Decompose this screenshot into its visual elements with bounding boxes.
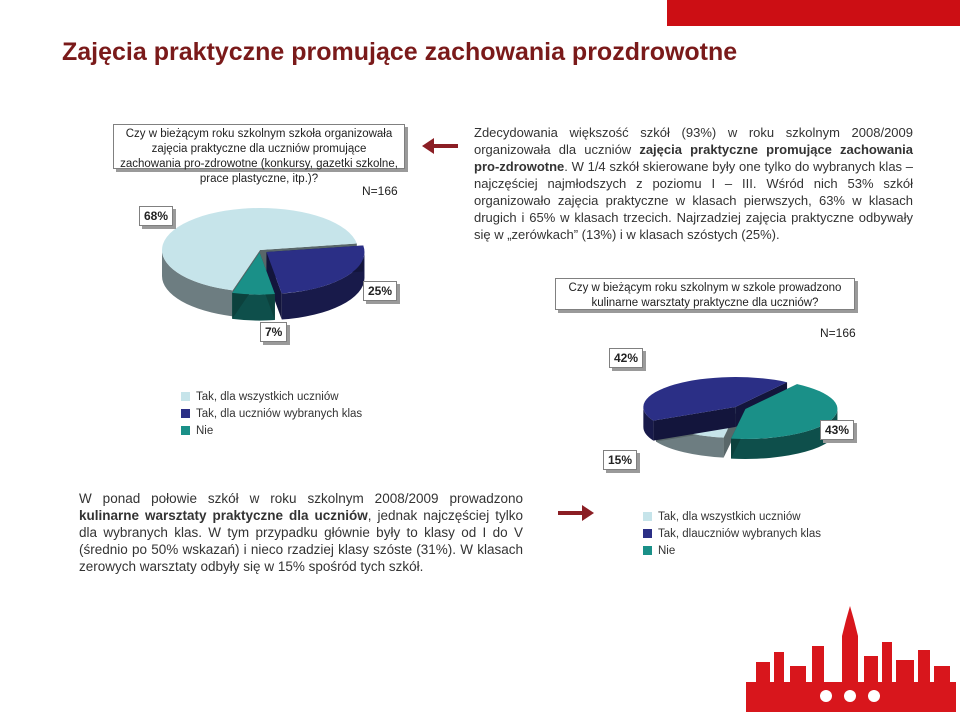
legend1-label-all: Tak, dla wszystkich uczniów bbox=[196, 390, 339, 403]
chart2-n-label: N=166 bbox=[820, 326, 856, 340]
legend1-label-no: Nie bbox=[196, 424, 214, 437]
legend-chart1 bbox=[181, 388, 362, 439]
chart2-label-43: 43% bbox=[820, 420, 854, 440]
pie-slice-1 bbox=[266, 245, 364, 319]
arrow-right-icon bbox=[556, 504, 596, 524]
chart2-question-text: Czy w bieżącym roku szkolnym w szkole prowadzono kulinarne warsztaty praktyczne dla uczniów? bbox=[568, 282, 842, 309]
legend1-item-selected bbox=[181, 405, 362, 422]
arrow-left-icon bbox=[420, 137, 460, 157]
legend-swatch bbox=[643, 546, 652, 555]
legend2-item-no bbox=[643, 542, 821, 559]
legend2-label-no: Nie bbox=[658, 544, 676, 557]
paragraph-cooking-workshops bbox=[79, 490, 523, 575]
paragraph1-part2: . W 1/4 szkół skierowane były one tylko do wybranych klas – najczęściej najmłodszych z poziomu I – III. Wśród nich 53% szkół organizowało zajęcia praktyczne w klasach pierwszych, 63% w klasach drugich i 65% w klasach trzecich. Najrzadziej zajęcia praktyczne odbywały się w „zerówkach” (13%) i w klasach szóstych (25%). bbox=[474, 159, 913, 242]
paragraph2-part1: W ponad połowie szkół w roku szkolnym 2008/2009 prowadzono bbox=[79, 491, 523, 506]
chart1-question bbox=[113, 124, 405, 185]
city-skyline-logo-icon bbox=[746, 596, 956, 712]
chart1-label-68: 68% bbox=[139, 206, 173, 226]
paragraph2-part2: , jednak najczęściej tylko dla wybranych klas. W tym przypadku głównie były to klasy od I do V (średnio po 50% wskazań) i nieco rzadziej klasy szóste (31%). W klasach zerowych warsztaty odbyły się w 15% spośród tych szkół. bbox=[79, 508, 523, 574]
legend1-item-no bbox=[181, 422, 362, 439]
page-title: Zajęcia praktyczne promujące zachowania prozdrowotne bbox=[62, 38, 738, 66]
paragraph1-bold: zajęcia praktyczne promujące zachowania pro-zdrowotne bbox=[474, 142, 913, 174]
paragraph-practical-classes bbox=[474, 124, 913, 243]
chart1-question-text: Czy w bieżącym roku szkolnym szkoła organizowała zajęcia praktyczne dla uczniów promujące zachowania pro-zdrowotne (konkursy, gazetki szkolne, prace plastyczne, itp.)? bbox=[120, 128, 398, 185]
paragraph1-part1: Zdecydowania większość szkół (93%) w roku szkolnym 2008/2009 organizowała dla uczniów bbox=[474, 125, 913, 157]
legend2-label-all: Tak, dla wszystkich uczniów bbox=[658, 510, 801, 523]
legend-swatch bbox=[181, 426, 190, 435]
legend-swatch bbox=[181, 392, 190, 401]
chart2-label-42: 42% bbox=[609, 348, 643, 368]
legend-chart2 bbox=[643, 508, 821, 559]
chart2-question bbox=[555, 278, 855, 310]
legend-swatch bbox=[643, 512, 652, 521]
legend1-label-selected: Tak, dla uczniów wybranych klas bbox=[196, 407, 363, 420]
legend-swatch bbox=[181, 409, 190, 418]
chart1-label-25: 25% bbox=[363, 281, 397, 301]
paragraph2-bold: kulinarne warsztaty praktyczne dla uczniów bbox=[79, 508, 368, 523]
chart1-n-label: N=166 bbox=[362, 184, 398, 198]
chart1-label-7: 7% bbox=[260, 322, 287, 342]
legend2-item-all bbox=[643, 508, 821, 525]
pie-chart-1 bbox=[150, 175, 450, 315]
legend1-item-all bbox=[181, 388, 362, 405]
top-red-bar bbox=[667, 0, 960, 26]
legend-swatch bbox=[643, 529, 652, 538]
chart2-label-15: 15% bbox=[603, 450, 637, 470]
legend2-item-selected bbox=[643, 525, 821, 542]
legend2-label-selected: Tak, dlauczniów wybranych klas bbox=[658, 527, 821, 540]
